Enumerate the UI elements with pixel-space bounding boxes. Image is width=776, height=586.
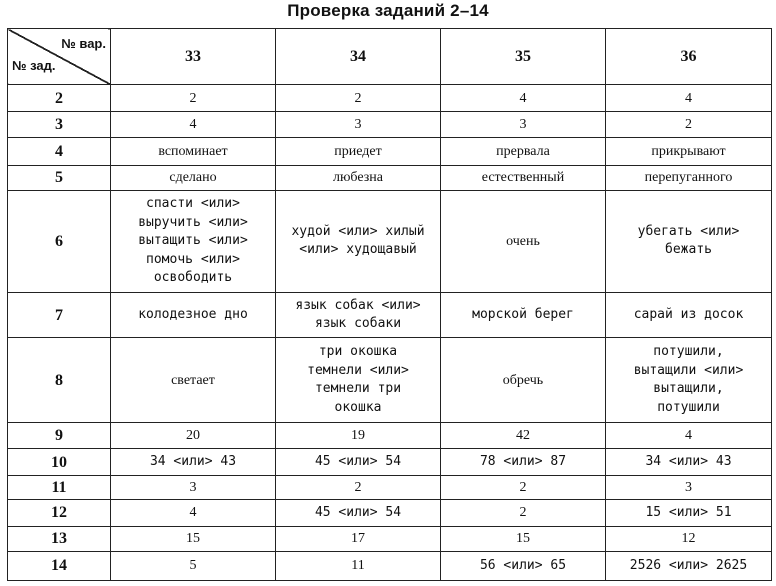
answer-cell: [606, 165, 772, 190]
answer-cell: [276, 449, 441, 476]
variant-header: 36: [606, 29, 772, 85]
answer-line: 11: [351, 558, 365, 574]
answer-cell: [441, 138, 606, 165]
answer-line: 2: [354, 90, 362, 106]
answer-line: 3: [519, 117, 527, 133]
answer-line: любезна: [332, 170, 383, 186]
answer-cell: [276, 551, 441, 580]
corner-cell: [8, 29, 111, 85]
answer-line: 2: [519, 505, 527, 521]
answer-line: худой <или> хилый: [291, 223, 425, 239]
answer-cell: [111, 190, 276, 293]
answer-line: 17: [351, 531, 365, 547]
table-row: [8, 112, 772, 138]
answer-line: язык собаки: [314, 316, 402, 332]
answer-line: прикрывают: [651, 143, 726, 159]
answer-cell: [441, 449, 606, 476]
table-row: [8, 422, 772, 448]
answer-line: три окошка: [318, 344, 398, 360]
answer-line: 4: [685, 428, 692, 444]
variant-header: 34: [276, 29, 441, 85]
answer-line: потушили: [657, 399, 720, 415]
answer-cell: [606, 112, 772, 138]
answer-line: освободить: [153, 270, 233, 286]
page-title: Проверка заданий 2–14: [287, 1, 489, 20]
answer-cell: [606, 476, 772, 500]
answer-line: 42: [516, 428, 530, 444]
answer-cell: [441, 476, 606, 500]
answer-cell: [606, 449, 772, 476]
answer-cell: [276, 112, 441, 138]
answer-line: сделано: [169, 170, 217, 186]
answer-line: 2526 <или> 2625: [629, 557, 748, 573]
answer-line: 3: [685, 480, 692, 496]
answer-line: обречь: [502, 372, 544, 388]
answer-line: 4: [189, 505, 197, 521]
answer-line: очень: [506, 233, 540, 249]
answer-cell: [441, 338, 606, 423]
answer-cell: [441, 500, 606, 526]
answer-cell: [276, 293, 441, 338]
variant-axis-label: № вар.: [61, 36, 106, 51]
task-number: 8: [8, 338, 111, 423]
answer-line: прервала: [496, 143, 550, 159]
answer-line: темнели <или>: [307, 362, 409, 378]
answer-line: 4: [685, 90, 692, 106]
table-row: [8, 190, 772, 293]
answer-line: спасти <или>: [146, 196, 240, 212]
answer-cell: [441, 293, 606, 338]
answer-line: сарай из досок: [633, 306, 744, 322]
answer-cell: [606, 551, 772, 580]
answer-cell: [276, 85, 441, 112]
answer-cell: [606, 526, 772, 551]
table-row: [8, 449, 772, 476]
answer-line: 34 <или> 43: [645, 453, 732, 469]
answer-line: 19: [351, 428, 365, 444]
table-row: [8, 165, 772, 190]
answer-line: 15 <или> 51: [645, 504, 732, 520]
answer-line: 45 <или> 54: [314, 453, 402, 469]
task-number: 5: [8, 165, 111, 190]
answer-table: [7, 28, 772, 581]
answer-line: светает: [171, 372, 215, 388]
answer-line: 12: [681, 531, 696, 547]
table-row: [8, 338, 772, 423]
table-row: [8, 526, 772, 551]
answer-line: потушили,: [653, 344, 724, 360]
task-number: 11: [8, 476, 111, 500]
answer-cell: [276, 476, 441, 500]
answer-line: помочь <или>: [146, 251, 240, 267]
answer-line: колодезное дно: [138, 306, 248, 322]
answer-line: приедет: [334, 143, 382, 159]
answer-line: 56 <или> 65: [479, 557, 567, 573]
answer-cell: [606, 338, 772, 423]
answer-cell: [441, 551, 606, 580]
answer-cell: [441, 526, 606, 551]
answer-line: 15: [186, 531, 200, 547]
answer-cell: [606, 138, 772, 165]
answer-cell: [276, 500, 441, 526]
answer-line: выручить <или>: [138, 214, 248, 230]
answer-cell: [276, 138, 441, 165]
answer-line: <или> худощавый: [299, 242, 417, 258]
answer-line: 2: [189, 90, 197, 106]
answer-cell: [441, 112, 606, 138]
answer-line: естественный: [481, 170, 565, 186]
answer-line: морской берег: [472, 306, 574, 322]
answer-cell: [441, 190, 606, 293]
task-number: 10: [8, 449, 111, 476]
answer-cell: [111, 112, 276, 138]
table-row: [8, 551, 772, 580]
answer-cell: [111, 338, 276, 423]
answer-line: 34 <или> 43: [149, 453, 237, 469]
answer-line: 4: [519, 90, 527, 106]
table-row: [8, 476, 772, 500]
task-number: 12: [8, 500, 111, 526]
variant-header: 33: [111, 29, 276, 85]
task-number: 14: [8, 551, 111, 580]
table-row: [8, 85, 772, 112]
answer-line: 2: [519, 480, 527, 496]
task-axis-label: № зад.: [12, 58, 56, 73]
answer-cell: [111, 165, 276, 190]
task-number: 6: [8, 190, 111, 293]
table-row: [8, 293, 772, 338]
answer-cell: [111, 422, 276, 448]
answer-line: 3: [189, 480, 197, 496]
answer-line: темнели три: [314, 381, 402, 397]
answer-cell: [276, 190, 441, 293]
task-number: 2: [8, 85, 111, 112]
answer-line: вытащили <или>: [633, 362, 744, 378]
answer-body: [8, 85, 772, 581]
answer-cell: [276, 338, 441, 423]
answer-line: 20: [186, 428, 200, 444]
answer-line: окошка: [334, 399, 382, 415]
task-number: 13: [8, 526, 111, 551]
answer-cell: [606, 190, 772, 293]
task-number: 4: [8, 138, 111, 165]
task-number: 7: [8, 293, 111, 338]
answer-line: 4: [189, 117, 197, 133]
answer-line: перепуганного: [644, 170, 733, 186]
answer-line: убегать <или>: [637, 223, 740, 239]
answer-cell: [111, 138, 276, 165]
answer-cell: [276, 526, 441, 551]
task-number: 9: [8, 422, 111, 448]
answer-line: 3: [354, 117, 362, 133]
answer-cell: [606, 85, 772, 112]
answer-cell: [111, 85, 276, 112]
answer-cell: [606, 422, 772, 448]
answer-cell: [111, 551, 276, 580]
answer-cell: [111, 449, 276, 476]
answer-line: 2: [685, 117, 692, 133]
answer-cell: [111, 526, 276, 551]
answer-line: 5: [189, 558, 197, 574]
answer-cell: [441, 165, 606, 190]
answer-cell: [441, 85, 606, 112]
answer-line: вытащили,: [653, 381, 724, 397]
answer-line: вспоминает: [158, 143, 228, 159]
answer-line: 2: [354, 480, 362, 496]
table-row: [8, 500, 772, 526]
answer-line: вытащить <или>: [138, 233, 248, 249]
answer-cell: [606, 293, 772, 338]
answer-line: 45 <или> 54: [314, 504, 402, 520]
answer-line: бежать: [665, 242, 712, 258]
answer-line: 15: [516, 531, 530, 547]
variant-header: 35: [441, 29, 606, 85]
answer-cell: [441, 422, 606, 448]
answer-line: язык собак <или>: [295, 297, 421, 313]
task-number: 3: [8, 112, 111, 138]
answer-cell: [111, 500, 276, 526]
answer-cell: [111, 476, 276, 500]
answer-cell: [276, 422, 441, 448]
answer-line: 78 <или> 87: [479, 453, 567, 469]
answer-cell: [606, 500, 772, 526]
table-row: [8, 138, 772, 165]
answer-cell: [111, 293, 276, 338]
header-row: [8, 29, 772, 85]
answer-cell: [276, 165, 441, 190]
